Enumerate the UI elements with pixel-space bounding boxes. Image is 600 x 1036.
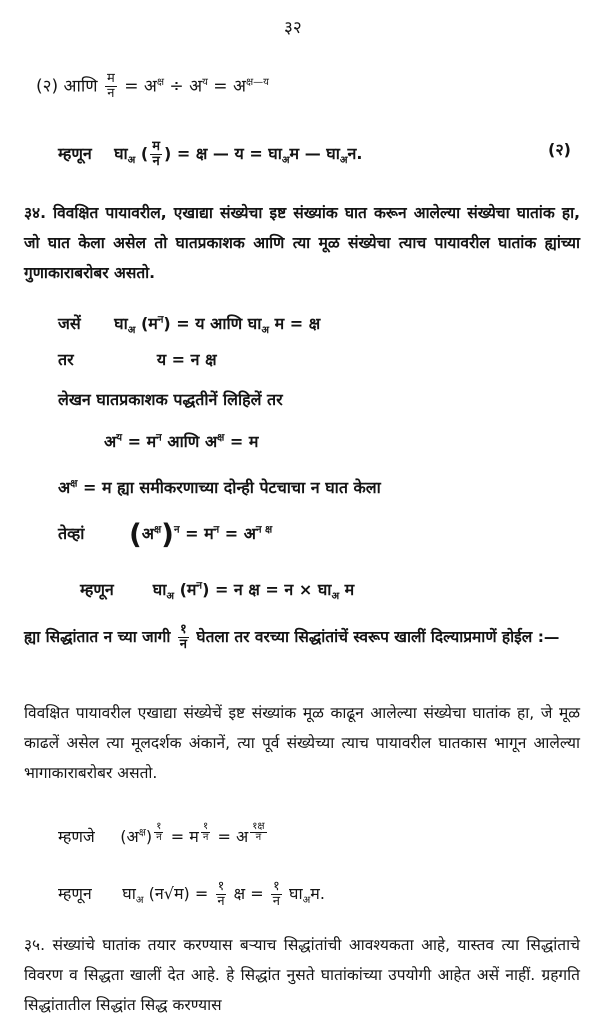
- paragraph-vivakshit: विवक्षित पायावरील एखाद्या संख्येचें इष्ट संख्यांक मूळ काढून आलेल्या संख्येचा घातांक हा, जे मूळ काढलें असेल त्या मूलदर्शक अंकानें, त्या पूर्व संख्येच्या त्याच पायावरील घातकास भागून आलेल्या भागाकाराबरोबर असतो.: [24, 704, 580, 782]
- eq-m: = म: [127, 432, 157, 451]
- eq-sign: =: [194, 884, 214, 903]
- frac-num: १: [272, 879, 280, 894]
- eq-rhs: = क्ष — य = घा: [176, 144, 282, 163]
- exp-n: न: [173, 524, 180, 536]
- eq-minus: — घा: [304, 144, 340, 163]
- base-m: म: [186, 580, 197, 599]
- eq-a: = अ: [217, 826, 249, 846]
- eq-rest2: म = क्ष: [274, 314, 321, 333]
- divide-sign: ÷: [169, 76, 184, 97]
- log-base: अ: [339, 155, 348, 167]
- eq-label: (२): [36, 76, 59, 97]
- frac-den: न: [156, 832, 162, 843]
- example-jase: जसें $घा_अ$ (म$^न$) = य आणि $घा_अ$ म = क्ष: [58, 314, 321, 337]
- frac-den: न: [217, 894, 225, 909]
- frac-num: १: [180, 622, 187, 637]
- frac-den: न: [272, 894, 280, 909]
- log-base: अ: [127, 155, 136, 167]
- frac-den: न: [179, 637, 188, 652]
- log-base: अ: [166, 591, 175, 603]
- log-gha: घा: [122, 884, 136, 903]
- eq-a: = अ: [224, 524, 256, 543]
- word-jase: जसें: [58, 314, 81, 333]
- example-mhanaje: म्हणजे (अ$^{क्ष}$) $^{\frac{१}{\text{न}}}$ = म $^{\frac{१}{\text{न}}}$ = अ $^{\frac{\text{१क्ष}}{\text{न}}}$: [58, 821, 265, 846]
- aani-a: आणि अ: [167, 432, 218, 451]
- log-base: अ: [127, 325, 136, 337]
- log-base: अ: [261, 325, 269, 337]
- sentence-text: = म ह्या समीकरणाच्या दोन्ही पेटचाचा न घात केला: [82, 478, 381, 497]
- equation-2-line: [36, 72, 269, 101]
- log-gha: घा: [114, 314, 128, 333]
- exp-ksh: क्ष: [138, 827, 146, 839]
- exp-ksh: क्ष: [217, 432, 225, 444]
- fraction-1-n: [271, 880, 282, 909]
- frac-num: १क्ष: [252, 821, 265, 832]
- eq-m: = म: [170, 826, 199, 846]
- base-a: अ: [141, 524, 154, 543]
- example-a-y: [104, 432, 258, 452]
- fraction-m-n: [105, 72, 117, 101]
- log-base: अ: [302, 895, 311, 907]
- frac-den: न: [202, 832, 209, 843]
- exp-y: य: [202, 76, 208, 88]
- log-base: अ: [331, 591, 340, 603]
- word-mhanun: म्हणून: [80, 580, 114, 599]
- fraction-m-n: [150, 140, 162, 169]
- exp-ksh: क्ष: [153, 524, 162, 536]
- eq-sign: =: [124, 76, 139, 97]
- log-gha: घा: [114, 144, 128, 163]
- log-gha: घा: [289, 884, 303, 903]
- exp-y: य: [116, 432, 123, 444]
- frac-num: १: [156, 821, 162, 832]
- ksh-eq: क्ष =: [233, 884, 269, 903]
- eq-m2: = म: [229, 432, 259, 451]
- exp-n: न: [196, 580, 203, 592]
- exp-ksh-minus-y: क्ष—य: [245, 76, 269, 88]
- exp-frac-1-n: [201, 822, 211, 843]
- example-tevha: [58, 517, 273, 551]
- example-tar: [58, 350, 217, 370]
- equation-number: (२): [548, 140, 571, 159]
- frac-den: न: [107, 86, 115, 101]
- term-m: म: [344, 580, 355, 599]
- base-a: अ: [143, 76, 157, 97]
- exp-n: न: [213, 524, 220, 536]
- eq-rest: = न क्ष = न × घा: [214, 580, 332, 599]
- example-mhanun-3: म्हणून $घा_अ$ (न√म) = $\frac{१}{\text{न}}$ क्ष = $\frac{१}{\text{न}}$ $घा_अम$.: [58, 879, 325, 909]
- equation-2b-line: म्हणून $घा_अ$ ( $\frac{\text{म}}{\text{न}}$ ) = क्ष — य = $घा_अम$ — $घा_अन$.: [58, 139, 363, 169]
- word-tevha: तेव्हां: [58, 524, 85, 543]
- nth-root-m: न√म: [154, 884, 184, 903]
- lekhan-line: लेखन घातप्रकाशक पद्धतीनें लिहिलें तर: [58, 390, 283, 409]
- fraction-1-n: [178, 623, 189, 652]
- eq-m: = म: [185, 524, 214, 543]
- base-a: अ: [232, 76, 246, 97]
- exp-frac-1-n: [154, 822, 164, 843]
- paragraph-hya: [24, 622, 580, 652]
- paren-open: (: [128, 517, 142, 551]
- base-a: अ: [58, 478, 71, 497]
- base-a: अ: [104, 432, 117, 451]
- frac-den: न: [152, 154, 160, 169]
- example-mhanun-2: म्हणून $घा_अ$ (म$^न$) = न क्ष = न × $घा_अ$ म: [80, 580, 355, 603]
- term-m: म: [289, 144, 300, 163]
- term-n: न.: [347, 144, 363, 163]
- frac-num: म: [152, 139, 160, 154]
- example-a-ksh: [58, 478, 381, 498]
- log-base: अ: [135, 895, 144, 907]
- frac-num: म: [107, 71, 115, 86]
- hya-text: ह्या सिद्धांतात न च्या जागी: [24, 628, 171, 646]
- paren-close: ): [161, 517, 174, 551]
- frac-num: १: [217, 879, 225, 894]
- exp-ksh: क्ष: [70, 478, 78, 490]
- eq-rest: = य आणि घा: [176, 314, 262, 333]
- fraction-1-n: [215, 880, 226, 909]
- exp-frac-1ksh-n: [250, 822, 266, 843]
- frac-den: न: [255, 832, 262, 843]
- exp-nksh: न क्ष: [255, 524, 273, 536]
- base-a: अ: [189, 76, 203, 97]
- word-tar: तर: [58, 350, 74, 369]
- exp-ksh: क्ष: [156, 76, 165, 88]
- word-mhanun: म्हणून: [58, 144, 92, 163]
- eq-y-nksh: य = न क्ष: [156, 350, 217, 369]
- paragraph-34: ३४. विवक्षित पायावरील, एखाद्या संख्येचा इष्ट संख्यांक घात करून आलेल्या संख्येचा घातांक हा, जो घात केला असेल तो घातप्रकाशक आणि त्या मूळ संख्येचा त्याच पायावरील घातांक ह्यांच्या गुणाकाराबरोबर असतो.: [24, 204, 580, 282]
- frac-num: १: [203, 821, 209, 832]
- word-mhanaje: म्हणजे: [58, 826, 95, 846]
- base-a: अ: [126, 826, 139, 846]
- exp-n: न: [157, 314, 164, 326]
- log-base: अ: [281, 155, 290, 167]
- page-number: ३२: [284, 18, 302, 38]
- paragraph-35: ३५. संख्यांचे घातांक तयार करण्यास बऱ्याच सिद्धांतांची आवश्यकता आहे, यास्तव त्या सिद्धांताचे विवरण व सिद्धता खालीं देत आहे. हे सिद्धांत नुसते घातांकांच्या उपयोगी आहेत असें नाहीं. ग्रहगति सिद्धांतातील सिद्धांत सिद्ध करण्यास: [24, 936, 580, 1014]
- exp-n: न: [156, 432, 162, 444]
- base-m: म: [148, 314, 158, 333]
- word-mhanun: म्हणून: [58, 884, 92, 903]
- term-m: म.: [310, 884, 325, 903]
- log-gha: घा: [152, 580, 167, 599]
- hya-rest: घेतला तर वरच्या सिद्धांतांचें स्वरूप खालीं दिल्याप्रमाणें होईल :—: [196, 628, 560, 646]
- eq-sign: =: [213, 76, 228, 97]
- eq-word-aani: आणि: [63, 76, 98, 97]
